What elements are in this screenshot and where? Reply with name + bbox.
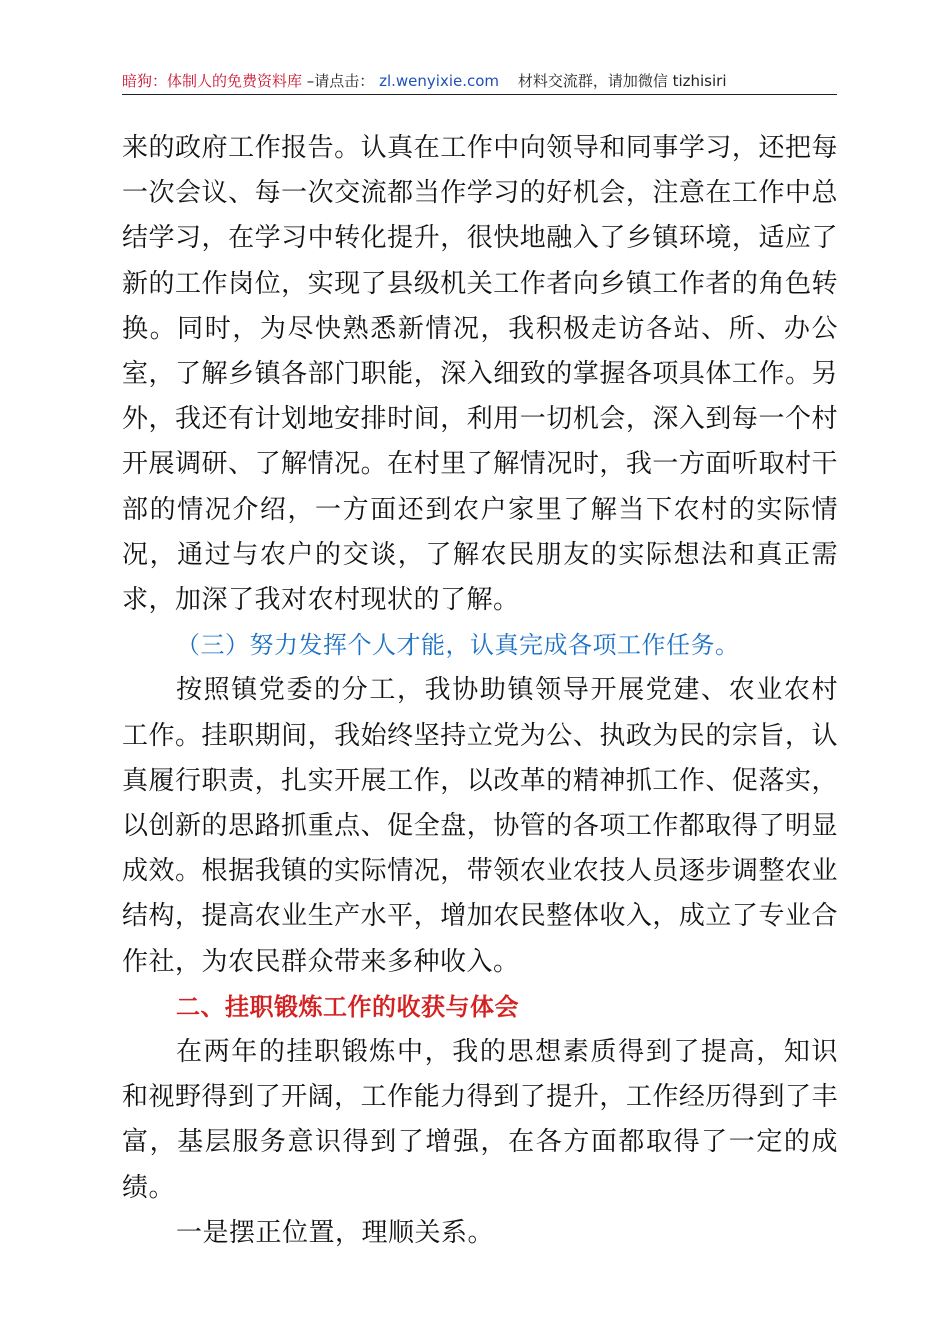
header-link-prefix: –请点击：	[306, 72, 375, 90]
header-contact-text: 材料交流群，请加微信 tizhisiri	[517, 72, 727, 90]
header-site-name: 暗狗：体制人的免费资料库	[122, 72, 303, 90]
page-header	[122, 72, 837, 95]
header-link-url[interactable]: zl.wenyixie.com	[379, 72, 500, 90]
section-heading: 二、挂职锻炼工作的收获与体会	[176, 992, 519, 1021]
document-body	[122, 126, 838, 1256]
body-paragraph: 在两年的挂职锻炼中，我的思想素质得到了提高，知识和视野得到了开阔，工作能力得到了提升，工作经历得到了丰富，基层服务意识得到了增强，在各方面都取得了一定的成绩。	[122, 1037, 838, 1203]
body-paragraph: 按照镇党委的分工，我协助镇领导开展党建、农业农村工作。挂职期间，我始终坚持立党为公、执政为民的宗旨，认真履行职责，扎实开展工作，以改革的精神抓工作、促落实，以创新的思路抓重点、促全盘，协管的各项工作都取得了明显成效。根据我镇的实际情况，带领农业农技人员逐步调整农业结构，提高农业生产水平，增加农民整体收入，成立了专业合作社，为农民群众带来多种收入。	[122, 675, 838, 977]
body-paragraph: 来的政府工作报告。认真在工作中向领导和同事学习，还把每一次会议、每一次交流都当作学习的好机会，注意在工作中总结学习，在学习中转化提升，很快地融入了乡镇环境，适应了新的工作岗位，实现了县级机关工作者向乡镇工作者的角色转换。同时，为尽快熟悉新情况，我积极走访各站、所、办公室，了解乡镇各部门职能，深入细致的掌握各项具体工作。另外，我还有计划地安排时间，利用一切机会，深入到每一个村开展调研、了解情况。在村里了解情况时，我一方面听取村干部的情况介绍，一方面还到农户家里了解当下农村的实际情况，通过与农户的交谈，了解农民朋友的实际想法和真正需求，加深了我对农村现状的了解。	[122, 133, 838, 616]
body-paragraph: 一是摆正位置，理顺关系。	[176, 1217, 495, 1248]
subsection-heading: （三）努力发挥个人才能，认真完成各项工作任务。	[176, 631, 740, 660]
